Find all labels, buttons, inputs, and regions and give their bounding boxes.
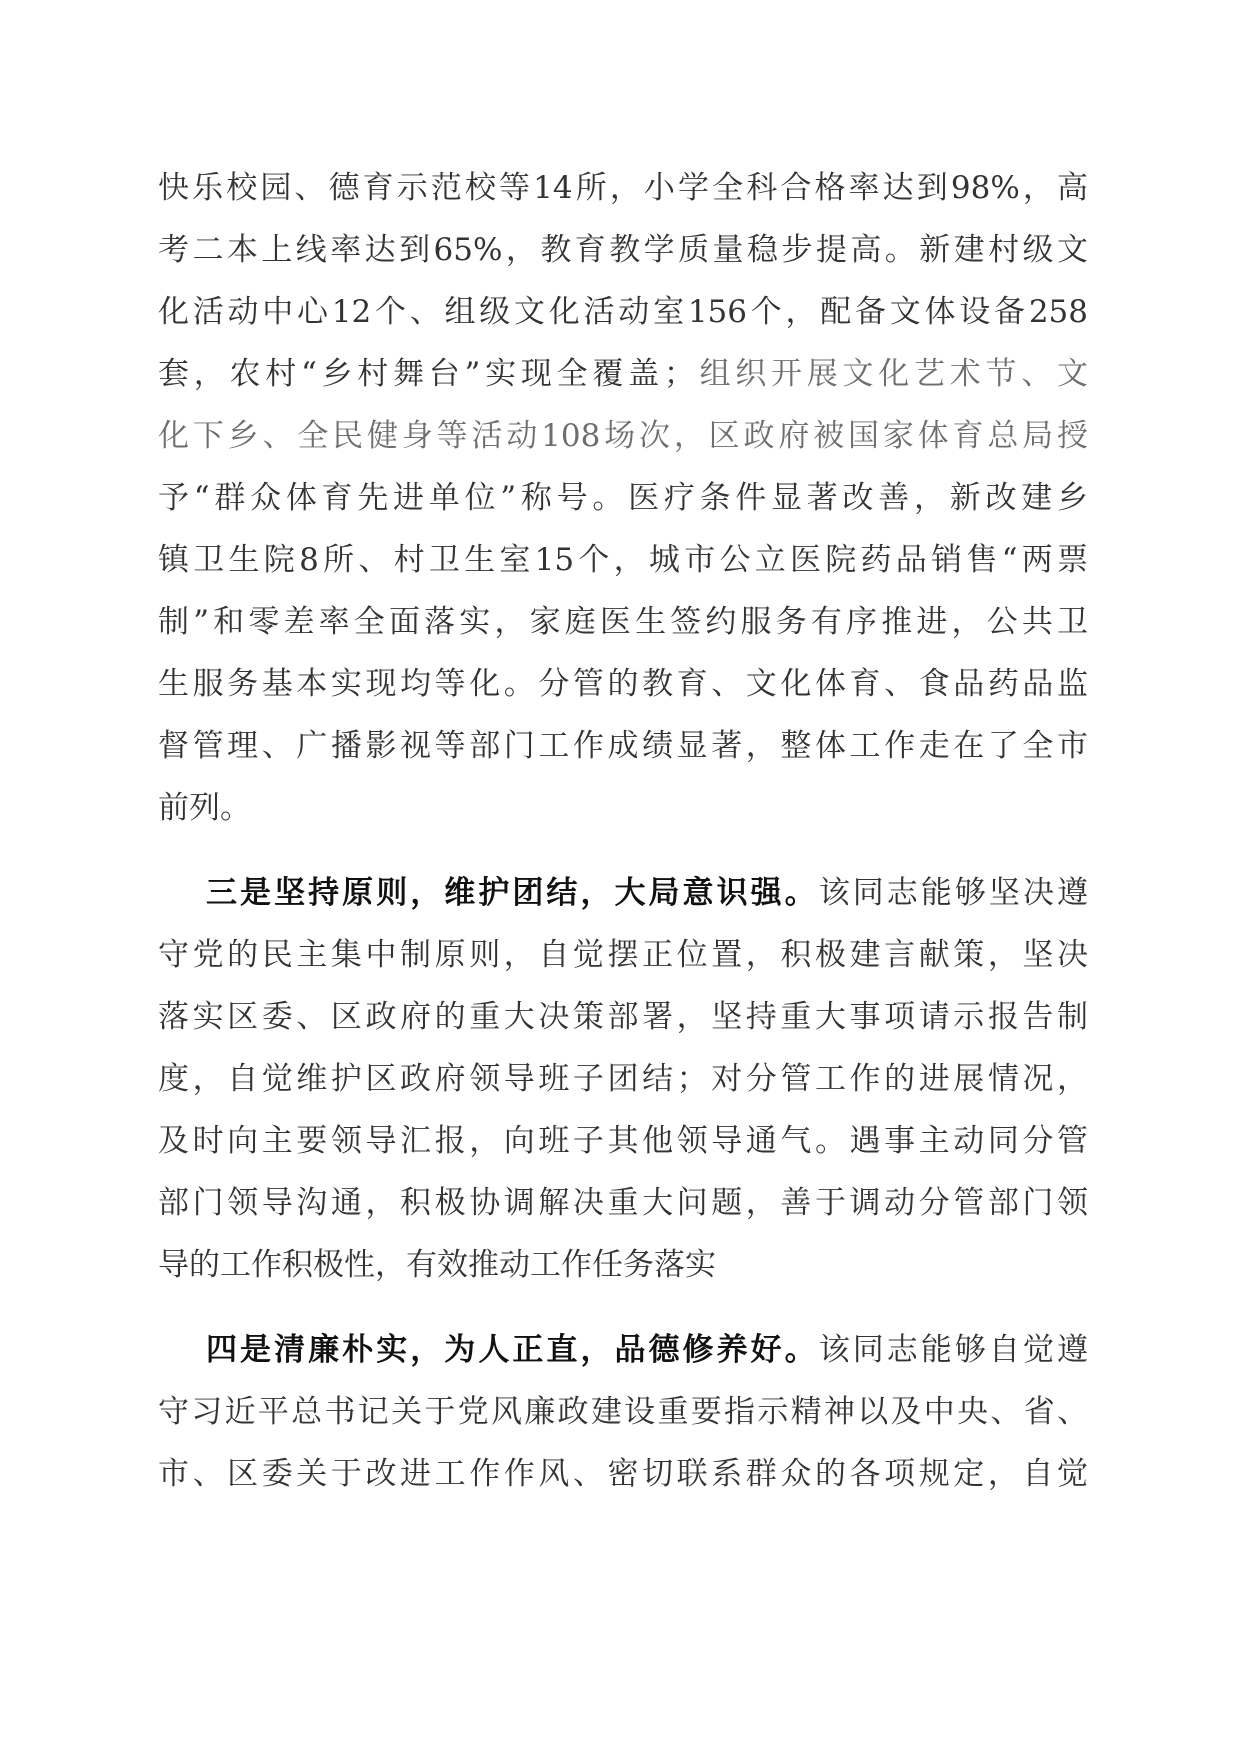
paragraph-1-line-10: 督管理、广播影视等部门工作成绩显著，整体工作走在了全市	[158, 728, 1088, 764]
paragraph-1-line-4	[158, 343, 1088, 405]
paragraph-1-line-8: 制”和零差率全面落实，家庭医生签约服务有序推进，公共卫	[158, 604, 1088, 640]
paragraph-3-line-2: 守习近平总书记关于党风廉政建设重要指示精神以及中央、省、	[158, 1394, 1088, 1430]
paragraph-2-heading: 三是坚持原则，维护团结，大局意识强。	[206, 875, 819, 911]
paragraph-1-line-3: 化活动中心12个、组级文化活动室156个，配备文体设备258	[158, 294, 1088, 330]
paragraph-1-line-4-text: 套，农村“乡村舞台”实现全覆盖；	[158, 356, 695, 392]
paragraph-3-heading: 四是清廉朴实，为人正直，品德修养好。	[206, 1332, 819, 1368]
paragraph-2-line-6: 部门领导沟通，积极协调解决重大问题，善于调动分管部门领	[158, 1185, 1088, 1221]
paragraph-1-line-11: 前列。	[158, 790, 251, 826]
paragraph-1-line-6: 予“群众体育先进单位”称号。医疗条件显著改善，新改建乡	[158, 480, 1088, 516]
paragraph-2-line-2: 守党的民主集中制原则，自觉摆正位置，积极建言献策，坚决	[158, 937, 1088, 973]
paragraph-1-line-5: 化下乡、全民健身等活动108场次，区政府被国家体育总局授	[158, 418, 1088, 454]
paragraph-2-line-5: 及时向主要领导汇报，向班子其他领导通气。遇事主动同分管	[158, 1123, 1088, 1159]
paragraph-3-line-1-text: 该同志能够自觉遵	[818, 1332, 1088, 1368]
paragraph-3-line-1	[206, 1319, 1088, 1381]
paragraph-3-line-3: 市、区委关于改进工作作风、密切联系群众的各项规定，自觉	[158, 1456, 1088, 1492]
paragraph-1-line-7: 镇卫生院8所、村卫生室15个，城市公立医院药品销售“两票	[158, 542, 1088, 578]
paragraph-1-line-4-continuation: 组织开展文化艺术节、文	[694, 356, 1088, 392]
paragraph-1-line-9: 生服务基本实现均等化。分管的教育、文化体育、食品药品监	[158, 666, 1088, 702]
paragraph-2-line-7: 导的工作积极性，有效推动工作任务落实	[158, 1247, 716, 1283]
paragraph-1-line-1: 快乐校园、德育示范校等14所，小学全科合格率达到98%，高	[158, 170, 1088, 206]
paragraph-2-line-1	[206, 862, 1088, 924]
paragraph-1-line-2: 考二本上线率达到65%，教育教学质量稳步提高。新建村级文	[158, 232, 1088, 268]
paragraph-2-line-4: 度，自觉维护区政府领导班子团结；对分管工作的进展情况，	[158, 1061, 1088, 1097]
paragraph-2-line-3: 落实区委、区政府的重大决策部署，坚持重大事项请示报告制	[158, 999, 1088, 1035]
paragraph-2-line-1-text: 该同志能够坚决遵	[818, 875, 1088, 911]
